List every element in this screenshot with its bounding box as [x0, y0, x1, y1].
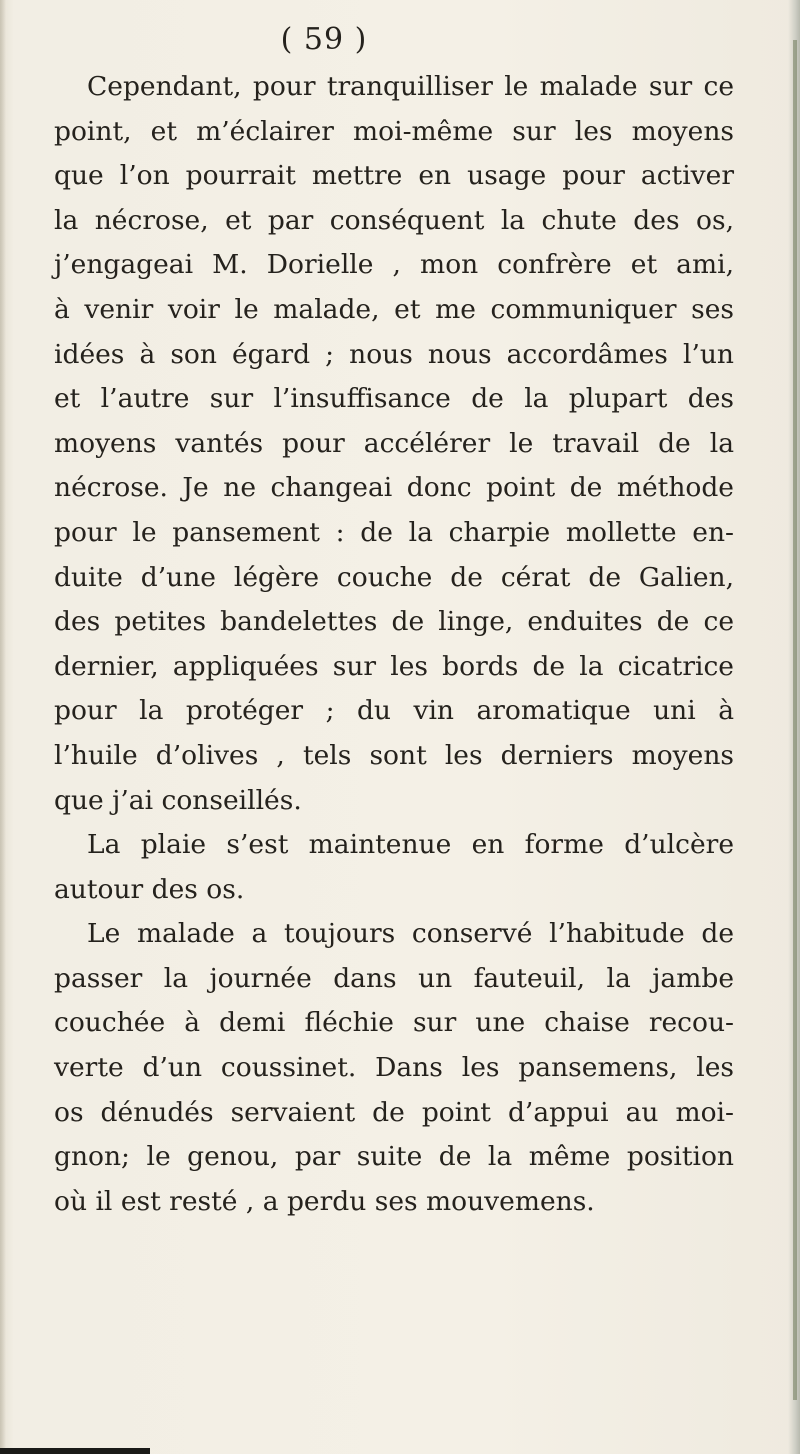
page-bottom-mark — [0, 1448, 150, 1454]
text-line: où il est resté , a perdu ses mouvemens. — [54, 1185, 595, 1217]
text-line: autour des os. — [54, 873, 245, 905]
text-line: La plaie s’est maintenue en forme d’ulcère — [87, 829, 734, 861]
text-line: pour le pansement : de la charpie mollette en- — [54, 516, 734, 548]
text-line: la nécrose, et par conséquent la chute des os, — [54, 204, 734, 236]
text-line: j’engageai M. Dorielle , mon confrère et ami, — [54, 249, 734, 281]
text-line: nécrose. Je ne changeai donc point de méthode — [54, 472, 734, 504]
text-line: couchée à demi fléchie sur une chaise recou- — [54, 1007, 734, 1039]
text-line: Le malade a toujours conservé l’habitude de — [87, 918, 734, 950]
page-text — [54, 65, 734, 1224]
page-gutter-shadow — [0, 0, 6, 1454]
text-line: verte d’un coussinet. Dans les pansemens, les — [54, 1052, 734, 1084]
text-line: pour la protéger ; du vin aromatique uni à — [54, 695, 734, 727]
text-line: passer la journée dans un fauteuil, la jambe — [54, 962, 734, 994]
text-line: que l’on pourrait mettre en usage pour activer — [54, 160, 734, 192]
text-line: gnon; le genou, par suite de la même position — [54, 1141, 734, 1173]
paragraph — [54, 65, 734, 823]
text-line: duite d’une légère couche de cérat de Galien, — [54, 561, 734, 593]
paragraph — [54, 823, 734, 912]
text-line: dernier, appliquées sur les bords de la cicatrice — [54, 650, 734, 682]
text-line: que j’ai conseillés. — [54, 784, 302, 816]
text-line: point, et m’éclairer moi-même sur les moyens — [54, 115, 734, 147]
text-line: os dénudés servaient de point d’appui au moi- — [54, 1096, 734, 1128]
page-number: ( 59 ) — [280, 22, 368, 57]
text-line: l’huile d’olives , tels sont les derniers moyens — [54, 739, 734, 771]
text-line: moyens vantés pour accélérer le travail de la — [54, 427, 734, 459]
text-line: idées à son égard ; nous nous accordâmes l’un — [54, 338, 734, 370]
paragraph — [54, 912, 734, 1224]
page-edge-stain — [793, 40, 797, 1400]
text-line: Cependant, pour tranquilliser le malade sur ce — [87, 71, 734, 102]
text-line: et l’autre sur l’insuffisance de la plupart des — [54, 383, 734, 415]
text-line: à venir voir le malade, et me communiquer ses — [54, 293, 734, 325]
text-line: des petites bandelettes de linge, enduites de ce — [54, 606, 734, 638]
